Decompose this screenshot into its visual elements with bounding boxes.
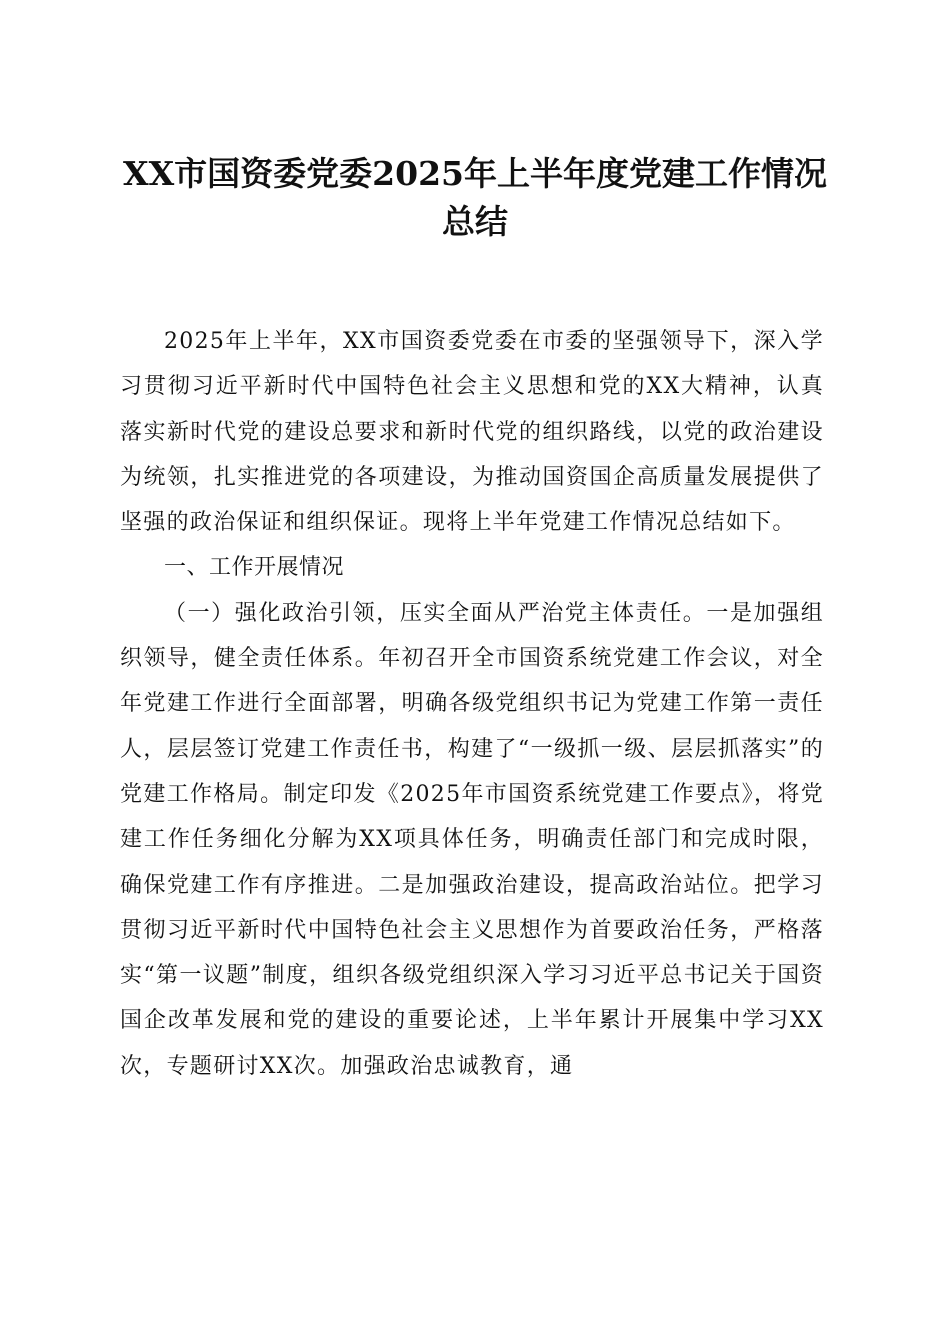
document-body (120, 319, 824, 1089)
document-title: XX市国资委党委2025年上半年度党建工作情况总结 (122, 154, 828, 241)
section-heading: 一、工作开展情况 (164, 555, 345, 581)
section-paragraph: （一）强化政治引领，压实全面从严治党主体责任。一是加强组织领导，健全责任体系。年初召开全市国资系统党建工作会议，对全年党建工作进行全面部署，明确各级党组织书记为党建工作第一责任人，层层签订党建工作责任书，构建了“一级抓一级、层层抓落实”的党建工作格局。制定印发《2025年市国资系统党建工作要点》，将党建工作任务细化分解为XX项具体任务，明确责任部门和完成时限，确保党建工作有序推进。二是加强政治建设，提高政治站位。把学习贯彻习近平新时代中国特色社会主义思想作为首要政治任务，严格落实“第一议题”制度，组织各级党组织深入学习习近平总书记关于国资国企改革发展和党的建设的重要论述，上半年累计开展集中学习XX次，专题研讨XX次。加强政治忠诚教育，通 (120, 600, 824, 1079)
intro-paragraph: 2025年上半年，XX市国资委党委在市委的坚强领导下，深入学习贯彻习近平新时代中国特色社会主义思想和党的XX大精神，认真落实新时代党的建设总要求和新时代党的组织路线，以党的政治建设为统领，扎实推进党的各项建设，为推动国资国企高质量发展提供了坚强的政治保证和组织保证。现将上半年党建工作情况总结如下。 (120, 329, 824, 536)
